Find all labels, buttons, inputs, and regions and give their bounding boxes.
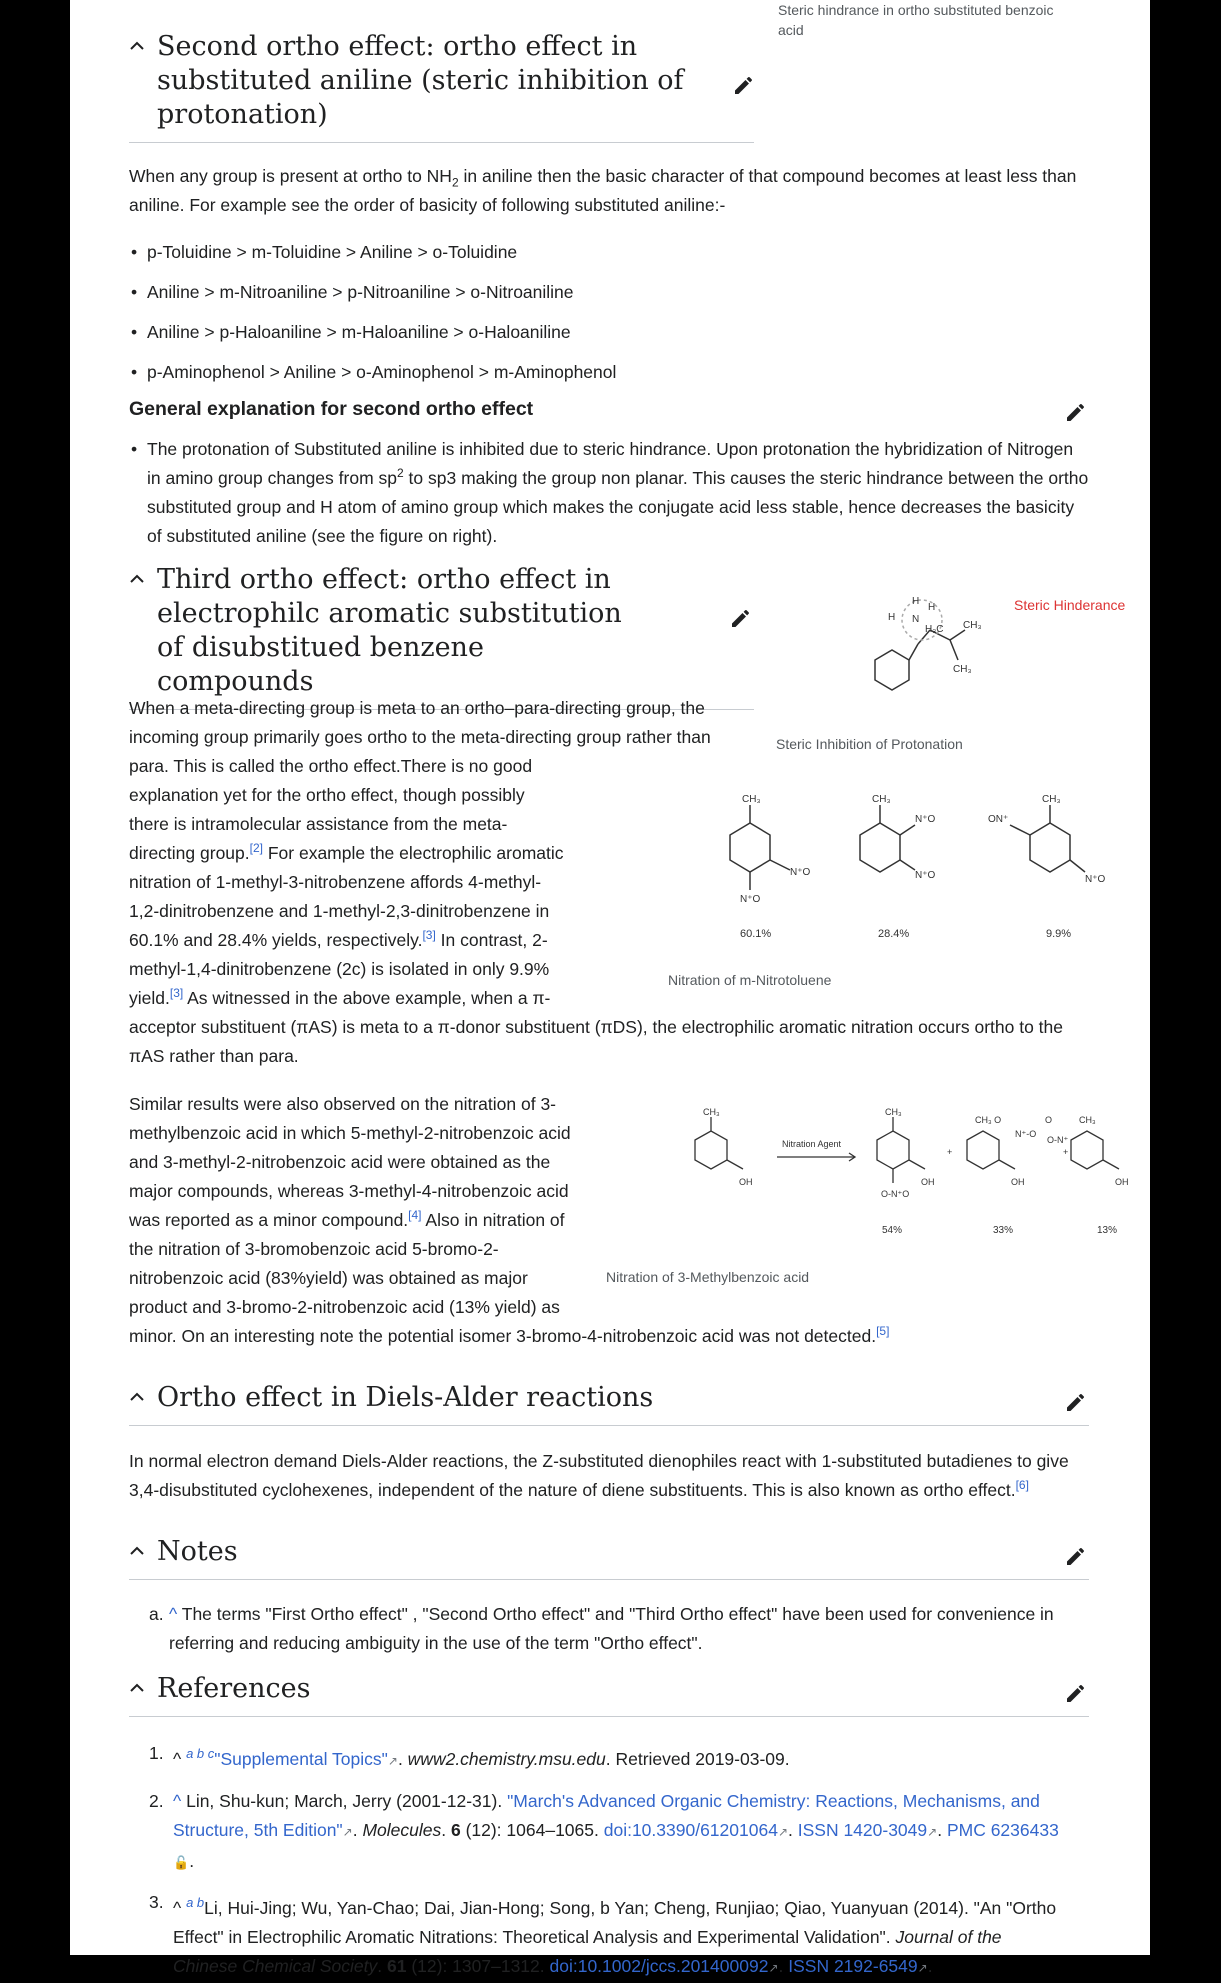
figure-caption: Steric Inhibition of Protonation (776, 736, 963, 752)
doi-link[interactable]: doi:10.3390/61201064 (603, 1819, 778, 1840)
svg-text:CH₃: CH₃ (953, 664, 972, 675)
section-title: Second ortho effect: ortho effect in substituted aniline (steric inhibition of protonation) (157, 31, 684, 130)
citation-link[interactable]: [4] (408, 1208, 422, 1223)
yield-label: 33% (993, 1225, 1014, 1236)
citation-link[interactable]: [3] (422, 928, 436, 943)
methylbenzoic-figure (685, 1105, 1165, 1245)
article-page (70, 0, 1150, 1976)
citation-link[interactable]: [3] (169, 986, 184, 1001)
doi-link[interactable]: doi:10.1002/jccs.201400092 (549, 1955, 769, 1976)
list-item: • p-Toluidine > m-Toluidine > Aniline > o-Toluidine (129, 238, 1089, 267)
svg-text:CH₃: CH₃ (703, 1107, 720, 1117)
svg-text:CH₃: CH₃ (742, 794, 761, 805)
list-item: • Aniline > p-Haloaniline > m-Haloaniline > o-Haloaniline (129, 318, 1089, 347)
list-item: • The protonation of Substituted aniline is inhibited due to steric hindrance. Upon protonation the hybridization of Nitrogen in amino group changes from $sp^2$ to sp3 making the group non planar. This causes the steric hindrance between the ortho substituted group and H atom of amino group which makes the conjugate acid less stable, hence decreases the basicity of substituted aniline (see the figure on right). (129, 435, 1089, 551)
top-figure-caption: Steric hindrance in ortho substituted benzoic acid (778, 2, 1054, 38)
nitrotoluene-figure (710, 790, 1130, 950)
collapse-chevron-icon[interactable] (129, 30, 157, 50)
edit-pencil-icon[interactable] (1064, 1390, 1088, 1414)
collapse-chevron-icon[interactable] (129, 1535, 157, 1555)
steric-hinderance-label: Steric Hinderance (1014, 597, 1126, 613)
edit-pencil-icon[interactable] (1064, 400, 1088, 424)
svg-text:CH₃: CH₃ (872, 794, 891, 805)
section-title: Third ortho effect: ortho effect in electrophilc aromatic substitution of disubstitued benzene compounds (157, 564, 622, 697)
external-link-icon: ↗ (927, 1824, 938, 1839)
yield-label: 28.4% (878, 928, 910, 940)
list-item: • p-Aminophenol > Aniline > o-Aminophenol > m-Aminophenol (129, 358, 1089, 387)
section-title: Notes (157, 1536, 238, 1567)
third-ortho-paragraph-1: When a meta-directing group is meta to an ortho–para-directing group, the incoming group primarily goes ortho to the meta-directing group rather than para. This is called the ortho effect.There is no good explanation yet for the ortho effect, though possibly there is intramolecular assistance from the meta- directing group.[2] For example the electrophilic aromatic nitration of 1-methyl-3-nitrobenzene affords 4-methyl- 1,2-dinitrobenzene and 1-methyl-2,3-dinitrobenzene in 60.1% and 28.4% yields, respectively.[3] In contrast, 2- methyl-1,4-dinitrobenzene (2c) is isolated in only 9.9% yield.[3] As witnessed in the above example, when a π- acceptor substituent (πAS) is meta to a π-donor substituent (πDS), the electrophilic aromatic nitration occurs ortho to the πAS rather than para. (129, 698, 1064, 1066)
svg-text:N⁺O: N⁺O (1085, 874, 1106, 885)
collapse-chevron-icon[interactable] (129, 563, 157, 583)
svg-text:N⁺O: N⁺O (740, 894, 761, 905)
backlinks[interactable]: a b (186, 1894, 205, 1910)
backlink[interactable]: ^ (173, 1790, 182, 1811)
yield-label: 13% (1097, 1225, 1118, 1236)
edit-pencil-icon[interactable] (732, 73, 756, 97)
svg-text:CH₃: CH₃ (885, 1107, 902, 1117)
svg-text:ON⁺: ON⁺ (988, 814, 1009, 825)
section-title: References (157, 1673, 311, 1704)
diels-alder-paragraph: In normal electron demand Diels-Alder reactions, the Z-substituted dienophiles react with 1-substituted butadienes to give 3,4-disubstituted cyclohexenes, independent of the nature of diene substituents. This is also known as ortho effect.[6] (129, 1451, 1069, 1500)
svg-text:CH₃: CH₃ (1042, 794, 1061, 805)
svg-text:H: H (888, 612, 896, 623)
svg-text:N⁺O: N⁺O (790, 867, 811, 878)
svg-text:OH: OH (921, 1177, 935, 1187)
citation-link[interactable]: [5] (876, 1324, 890, 1339)
section-title: Ortho effect in Diels-Alder reactions (157, 1382, 654, 1413)
svg-text:N⁺-O: N⁺-O (1015, 1129, 1037, 1139)
open-access-lock-icon: 🔓 (173, 1854, 190, 1870)
svg-text:H₃C: H₃C (925, 624, 944, 635)
issn-link[interactable]: ISSN 1420-3049 (797, 1819, 928, 1840)
collapse-chevron-icon[interactable] (129, 1381, 157, 1401)
collapse-chevron-icon[interactable] (129, 1672, 157, 1692)
svg-text:O: O (1045, 1115, 1053, 1125)
list-item: • Aniline > m-Nitroaniline > p-Nitroaniline > o-Nitroaniline (129, 278, 1089, 307)
section-heading-second-ortho[interactable] (129, 30, 754, 143)
svg-text:N: N (912, 614, 920, 625)
svg-text:O-N⁺O: O-N⁺O (881, 1189, 910, 1199)
svg-text:H: H (928, 602, 936, 613)
subheading-general-explanation: General explanation for second ortho effect (129, 398, 534, 420)
svg-text:OH: OH (739, 1177, 753, 1187)
external-link-icon: ↗ (342, 1824, 353, 1839)
arrow-label: Nitration Agent (782, 1139, 842, 1149)
pmc-link[interactable]: PMC 6236433 (946, 1819, 1059, 1840)
citation-link[interactable]: [2] (249, 841, 263, 856)
steric-protonation-figure (830, 560, 1130, 700)
svg-text:CH₃: CH₃ (963, 620, 982, 631)
external-link-icon: ↗ (777, 1824, 788, 1839)
svg-text:N⁺O: N⁺O (915, 814, 936, 825)
reference-link[interactable]: "Supplemental Topics" (214, 1748, 388, 1769)
third-ortho-paragraph-2: Similar results were also observed on the nitration of 3- methylbenzoic acid in which 5-methyl-2-nitrobenzoic acid and 3-methyl-2-nitrobenzoic acid were obtained as the major compounds, whereas 3-methyl-4-nitrobenzoic acid was reported as a minor compound.[4] Also in nitration of the nitration of 3-bromobenzoic acid 5-bromo-2- nitrobenzoic acid (83%yield) was obtained as major product and 3-bromo-2-nitrobenzoic acid (13% yield) as minor. On an interesting note the potential isomer 3-bromo-4-nitrobenzoic acid was not detected.[5] (129, 1094, 890, 1346)
svg-text:+: + (947, 1147, 953, 1157)
external-link-icon: ↗ (768, 1960, 779, 1975)
note-backlink[interactable]: ^ (169, 1604, 178, 1624)
reference-item: 2. ^ Lin, Shu-kun; March, Jerry (2001-12-31). "March's Advanced Organic Chemistry: Reactions, Mechanisms, and Structure, 5th Edition"↗. Molecules. 6 (12): 1064–1065. doi:10.3390/61201064↗. ISSN 1420-3049↗. PMC 6236433🔓. (149, 1790, 1059, 1871)
yield-label: 9.9% (1046, 928, 1072, 940)
section-heading-third-ortho[interactable] (129, 563, 754, 710)
second-ortho-intro: When any group is present at ortho to $NH_2$ in aniline then the basic character of that compound becomes at least less than aniline. For example see the order of basicity of following substituted aniline:- (129, 166, 1077, 215)
reference-item: 1. ^ $^{a b c}$"Supplemental Topics"↗. www2.chemistry.msu.edu. Retrieved 2019-03-09. (149, 1743, 790, 1769)
external-link-icon: ↗ (387, 1753, 398, 1768)
yield-label: 54% (882, 1225, 903, 1236)
references-list (149, 1739, 1069, 1983)
yield-label: 60.1% (740, 928, 772, 940)
basicity-order-list (129, 238, 1089, 387)
svg-text:O-N⁺: O-N⁺ (1047, 1135, 1069, 1145)
svg-text:OH: OH (1011, 1177, 1025, 1187)
edit-pencil-icon[interactable] (1064, 1681, 1088, 1705)
section-heading-references[interactable] (129, 1672, 1089, 1717)
reference-link[interactable]: "March's Advanced Organic Chemistry: Reactions, Mechanisms, and Structure, 5th Edition" (173, 1790, 1040, 1840)
edit-pencil-icon[interactable] (1064, 1544, 1088, 1568)
section-heading-notes[interactable] (129, 1535, 1089, 1580)
svg-text:CH₃: CH₃ (1079, 1115, 1096, 1125)
note-a: a. ^ The terms "First Ortho effect" , "Second Ortho effect" and "Third Ortho effect" have been used for convenience in referring and reducing ambiguity in the use of the term "Ortho effect". (149, 1600, 1089, 1658)
edit-pencil-icon[interactable] (729, 606, 753, 630)
explanation-list (129, 435, 1089, 551)
svg-text:CH₃ O: CH₃ O (975, 1115, 1002, 1125)
svg-text:N⁺O: N⁺O (915, 870, 936, 881)
figure-caption: Nitration of 3-Methylbenzoic acid (606, 1269, 810, 1285)
reference-item: 3. ^ $^{a b}$Li, Hui-Jing; Wu, Yan-Chao; Dai, Jian-Hong; Song, b Yan; Cheng, Runjiao; Qiao, Yuanyuan (2014). "An "Ortho Effect" in Electrophilic Aromatic Nitrations: Theoretical Analysis and Experimental Validation". Journal of the Chinese Chemical Society. 61 (12): 1307–1312. doi:10.1002/jccs.201400092↗. ISSN 2192-6549↗. (149, 1891, 1057, 1976)
issn-link[interactable]: ISSN 2192-6549 (788, 1955, 918, 1976)
citation-link[interactable]: [6] (1015, 1478, 1029, 1493)
external-link-icon: ↗ (917, 1960, 928, 1975)
section-heading-diels-alder[interactable] (129, 1381, 1089, 1426)
svg-text:+: + (1063, 1147, 1069, 1157)
svg-text:OH: OH (1115, 1177, 1129, 1187)
svg-text:H: H (912, 596, 920, 607)
backlinks[interactable]: a b c (186, 1746, 215, 1761)
note-marker: a. (149, 1604, 164, 1624)
figure-caption: Nitration of m-Nitrotoluene (668, 972, 832, 988)
